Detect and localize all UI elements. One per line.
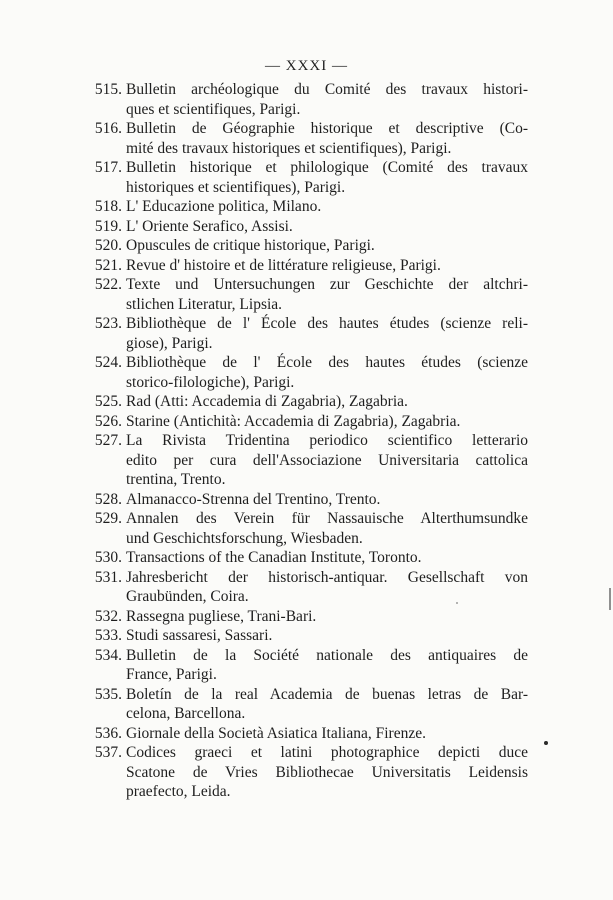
bibliography-entry	[84, 646, 528, 685]
entry-number: 515.	[94, 81, 122, 98]
entry-number: 536.	[94, 724, 122, 742]
entry-line: Bibliothèque de l' École des hautes études (scienze reli-	[126, 315, 528, 332]
bibliography-entry	[84, 626, 528, 646]
entry-line: Bulletin de Géographie historique et descriptive (Co-	[126, 120, 528, 137]
entry-number: 517.	[94, 159, 122, 176]
entry-text	[126, 236, 528, 256]
entry-number: 527.	[94, 432, 122, 449]
entry-line: Codices graeci et latini photographice depicti duce	[126, 744, 528, 761]
bibliography-entry	[84, 490, 528, 510]
bibliography-entry	[84, 568, 528, 607]
entry-line: trentina, Trento.	[126, 471, 226, 488]
entry-line: Starine (Antichità: Accademia di Zagabria), Zagabria.	[126, 412, 461, 430]
entry-line: Jahresbericht der historisch-antiquar. Gesellschaft von	[126, 568, 528, 586]
entry-text	[126, 256, 528, 276]
entry-line: France, Parigi.	[126, 666, 217, 683]
entry-number: 537.	[94, 744, 122, 761]
page-edge-mark	[609, 588, 611, 610]
entry-line: Studi sassaresi, Sassari.	[126, 627, 273, 644]
entry-number: 526.	[94, 412, 122, 430]
entry-text	[126, 626, 528, 646]
entry-number: 532.	[94, 607, 122, 625]
entry-line: Opuscules de critique historique, Parigi.	[126, 237, 375, 254]
entry-number: 523.	[94, 315, 122, 332]
entry-number: 519.	[94, 217, 122, 235]
entry-text	[126, 353, 528, 392]
entry-line: Bibliothèque de l' École des hautes études (scienze	[126, 354, 528, 371]
entry-number: 529.	[94, 510, 122, 527]
entry-text	[126, 743, 528, 802]
bibliography-entry	[84, 256, 528, 276]
entry-line: Almanacco-Strenna del Trentino, Trento.	[126, 490, 381, 508]
entry-line: Rad (Atti: Accademia di Zagabria), Zagabria.	[126, 393, 408, 410]
entry-line: celona, Barcellona.	[126, 705, 246, 722]
entry-line: ques et scientifiques, Parigi.	[126, 100, 301, 118]
entry-line: L' Oriente Serafico, Assisi.	[126, 217, 293, 235]
entry-line: Annalen des Verein für Nassauische Alterthumsundke	[126, 510, 528, 527]
entry-number: 535.	[94, 685, 122, 703]
bibliography-entry	[84, 743, 528, 802]
entry-number: 525.	[94, 393, 122, 410]
bibliography-entry	[84, 431, 528, 490]
bibliography-entry	[84, 392, 528, 412]
entry-line: Rassegna pugliese, Trani-Bari.	[126, 607, 317, 625]
entry-number: 524.	[94, 354, 122, 371]
bibliography-entry	[84, 217, 528, 237]
entry-line: mité des travaux historiques et scientifiques), Parigi.	[126, 139, 452, 157]
entry-number: 534.	[94, 646, 122, 664]
entry-number: 518.	[94, 198, 122, 215]
entry-text	[126, 392, 528, 412]
entry-line: La Rivista Tridentina periodico scientifico letterario	[126, 432, 528, 449]
entry-text	[126, 275, 528, 314]
entry-number: 521.	[94, 256, 122, 274]
bibliography-entry	[84, 353, 528, 392]
bibliography-entry	[84, 236, 528, 256]
bibliography-list	[84, 80, 528, 802]
entry-text	[126, 412, 528, 432]
ink-speck	[544, 741, 548, 745]
bibliography-entry	[84, 548, 528, 568]
bibliography-entry	[84, 685, 528, 724]
entry-number: 520.	[94, 237, 122, 254]
entry-line: praefecto, Leida.	[126, 783, 231, 800]
entry-line: Bulletin archéologique du Comité des travaux histori-	[126, 81, 528, 98]
bibliography-entry	[84, 724, 528, 744]
entry-text	[126, 646, 528, 685]
entry-number: 530.	[94, 549, 122, 566]
entry-line: storico-filologiche), Parigi.	[126, 373, 295, 391]
entry-text	[126, 607, 528, 627]
entry-text	[126, 80, 528, 119]
bibliography-entry	[84, 119, 528, 158]
entry-number: 528.	[94, 490, 122, 508]
entry-line: L' Educazione politica, Milano.	[126, 198, 322, 215]
entry-line: und Geschichtsforschung, Wiesbaden.	[126, 529, 363, 547]
entry-text	[126, 490, 528, 510]
entry-line: edito per cura dell'Associazione Universitaria cattolica	[126, 451, 528, 469]
entry-line: Transactions of the Canadian Institute, Toronto.	[126, 549, 422, 566]
entry-line: Graubünden, Coira.	[126, 588, 249, 605]
entry-line: Revue d' histoire et de littérature religieuse, Parigi.	[126, 256, 441, 274]
entry-line: Bulletin de la Société nationale des antiquaires de	[126, 646, 528, 664]
entry-line: giose), Parigi.	[126, 334, 213, 352]
entry-text	[126, 685, 528, 724]
entry-text	[126, 548, 528, 568]
entry-text	[126, 568, 528, 607]
entry-line: Scatone de Vries Bibliothecae Universitatis Leidensis	[126, 763, 528, 781]
bibliography-entry	[84, 412, 528, 432]
page-number: — XXXI —	[265, 58, 348, 74]
entry-text	[126, 158, 528, 197]
entry-line: Texte und Untersuchungen zur Geschichte der altchri-	[126, 276, 528, 293]
entry-text	[126, 217, 528, 237]
entry-line: historiques et scientifiques), Parigi.	[126, 178, 346, 196]
bibliography-entry	[84, 197, 528, 217]
entry-text	[126, 119, 528, 158]
bibliography-entry	[84, 80, 528, 119]
entry-line: Bulletin historique et philologique (Comité des travaux	[126, 159, 528, 176]
entry-number: 516.	[94, 120, 122, 137]
bibliography-entry	[84, 607, 528, 627]
entry-text	[126, 724, 528, 744]
bibliography-entry	[84, 158, 528, 197]
entry-number: 533.	[94, 627, 122, 644]
entry-text	[126, 431, 528, 490]
entry-line: stlichen Literatur, Lipsia.	[126, 295, 283, 313]
bibliography-entry	[84, 509, 528, 548]
entry-line: Boletín de la real Academia de buenas letras de Bar-	[126, 685, 528, 703]
entry-number: 531.	[94, 568, 122, 586]
entry-line: Giornale della Società Asiatica Italiana, Firenze.	[126, 724, 426, 742]
bibliography-entry	[84, 275, 528, 314]
entry-text	[126, 314, 528, 353]
bibliography-entry	[84, 314, 528, 353]
ink-speck	[456, 602, 458, 604]
entry-text	[126, 509, 528, 548]
entry-text	[126, 197, 528, 217]
entry-number: 522.	[94, 276, 122, 293]
